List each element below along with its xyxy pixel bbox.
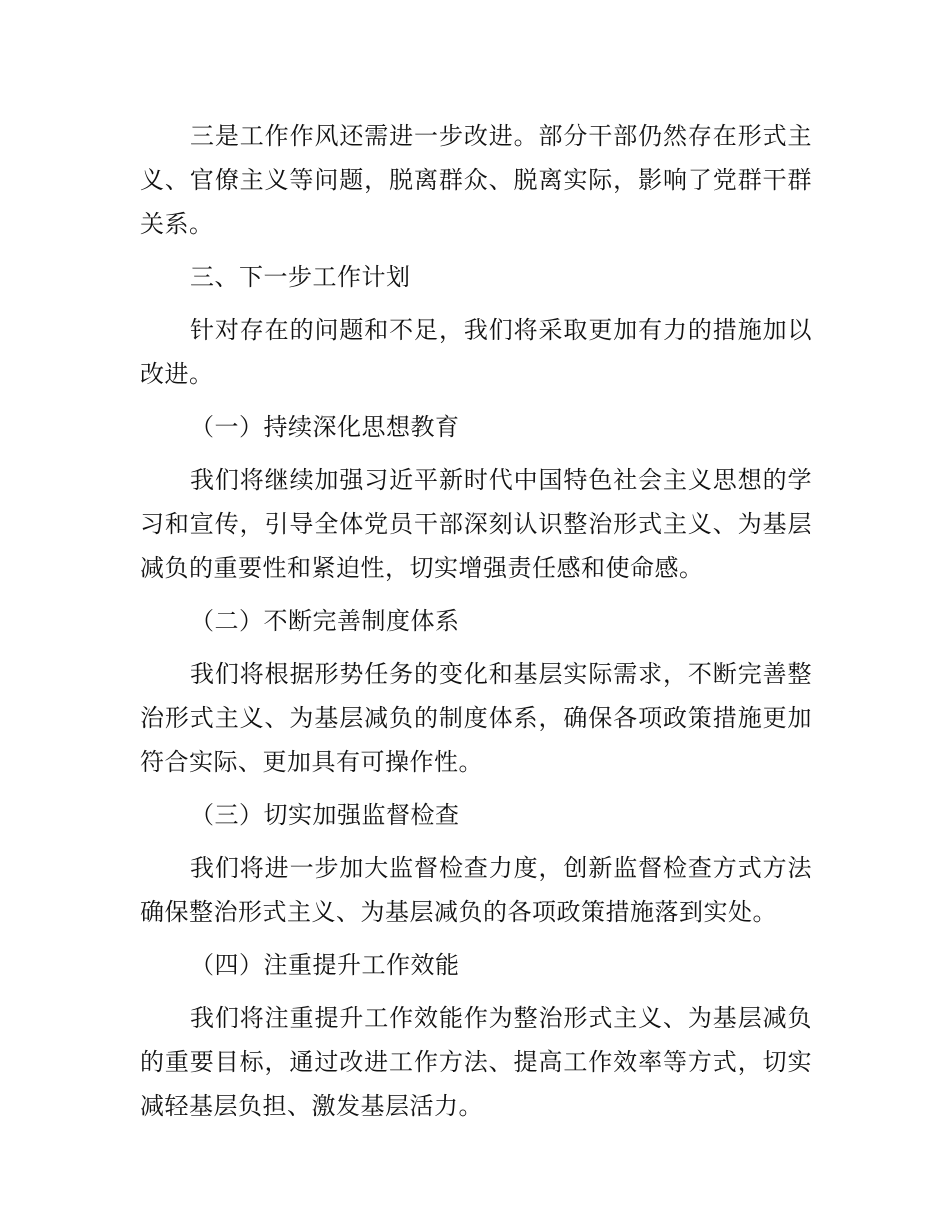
- paragraph-supervision: 我们将进一步加大监督检查力度，创新监督检查方式方法确保整治形式主义、为基层减负的各项政策措施落到实处。: [140, 854, 812, 926]
- section-heading-next-plan: 三、下一步工作计划: [190, 263, 411, 291]
- subheading-supervision: （三）切实加强监督检查: [190, 801, 460, 829]
- subheading-system-improvement: （二）不断完善制度体系: [190, 607, 460, 635]
- paragraph-ideological-education: 我们将继续加强习近平新时代中国特色社会主义思想的学习和宣传，引导全体党员干部深刻认识整治形式主义、为基层减负的重要性和紧迫性，切实增强责任感和使命感。: [140, 466, 812, 582]
- paragraph-work-style: 三是工作作风还需进一步改进。部分干部仍然存在形式主义、官僚主义等问题，脱离群众、脱离实际，影响了党群干群关系。: [140, 122, 812, 238]
- paragraph-efficiency: 我们将注重提升工作效能作为整治形式主义、为基层减负的重要目标，通过改进工作方法、提高工作效率等方式，切实减轻基层负担、激发基层活力。: [140, 1004, 812, 1120]
- paragraph-system-improvement: 我们将根据形势任务的变化和基层实际需求，不断完善整治形式主义、为基层减负的制度体系，确保各项政策措施更加符合实际、更加具有可操作性。: [140, 660, 812, 776]
- paragraph-intro-measures: 针对存在的问题和不足，我们将采取更加有力的措施加以改进。: [140, 316, 812, 388]
- subheading-ideological-education: （一）持续深化思想教育: [190, 413, 460, 441]
- subheading-efficiency: （四）注重提升工作效能: [190, 951, 460, 979]
- document-page: [140, 114, 812, 1137]
